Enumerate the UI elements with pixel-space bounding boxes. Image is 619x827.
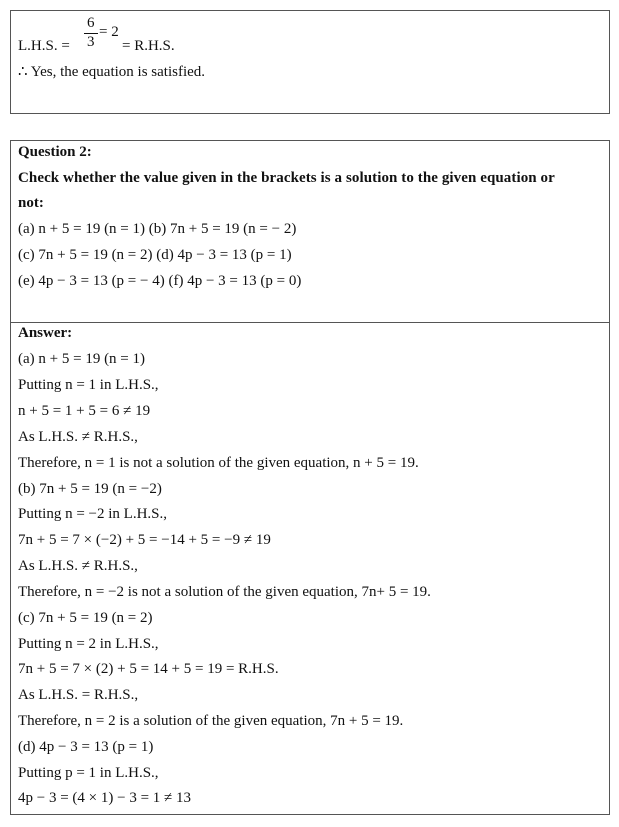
answer-line: Putting n = 1 in L.H.S., [18, 377, 159, 393]
answer-line: 7n + 5 = 7 × (−2) + 5 = −14 + 5 = −9 ≠ 19 [18, 532, 271, 548]
answer-line: Therefore, n = 1 is not a solution of the given equation, n + 5 = 19. [18, 455, 419, 471]
answer-line: Putting n = 2 in L.H.S., [18, 636, 159, 652]
question-prompt-line1: Check whether the value given in the brackets is a solution to the given equation or [18, 170, 555, 186]
answer-line: 4p − 3 = (4 × 1) − 3 = 1 ≠ 13 [18, 790, 192, 806]
answer-line: n + 5 = 1 + 5 = 6 ≠ 19 [18, 403, 151, 419]
rhs-label: = R.H.S. [122, 38, 175, 54]
question-heading: Question 2: [18, 144, 92, 160]
answer-line: Therefore, n = 2 is a solution of the given equation, 7n + 5 = 19. [18, 713, 404, 729]
fraction-denominator: 3 [87, 34, 95, 50]
fraction-result: = 2 [99, 24, 119, 40]
fraction-numerator: 6 [87, 15, 95, 31]
question-answer-box [10, 140, 610, 815]
answer-line: As L.H.S. ≠ R.H.S., [18, 429, 138, 445]
answer-line: (a) n + 5 = 19 (n = 1) [18, 351, 146, 367]
answer-line: 7n + 5 = 7 × (2) + 5 = 14 + 5 = 19 = R.H.S. [18, 661, 279, 677]
conclusion-text: ∴ Yes, the equation is satisfied. [18, 64, 206, 80]
answer-line: (d) 4p − 3 = 13 (p = 1) [18, 739, 154, 755]
answer-line: (b) 7n + 5 = 19 (n = −2) [18, 481, 162, 497]
question-item: (c) 7n + 5 = 19 (n = 2) (d) 4p − 3 = 13 (p = 1) [18, 247, 292, 263]
question-item: (a) n + 5 = 19 (n = 1) (b) 7n + 5 = 19 (n = − 2) [18, 221, 297, 237]
answer-heading: Answer: [18, 325, 73, 341]
answer-line: Putting p = 1 in L.H.S., [18, 765, 159, 781]
previous-answer-box [10, 10, 610, 114]
lhs-label: L.H.S. = [18, 38, 70, 54]
answer-line: As L.H.S. = R.H.S., [18, 687, 139, 703]
answer-line: Putting n = −2 in L.H.S., [18, 506, 168, 522]
question-prompt-line2: not: [18, 195, 44, 211]
question-item: (e) 4p − 3 = 13 (p = − 4) (f) 4p − 3 = 13 (p = 0) [18, 273, 302, 289]
answer-line: (c) 7n + 5 = 19 (n = 2) [18, 610, 153, 626]
answer-line: Therefore, n = −2 is not a solution of the given equation, 7n+ 5 = 19. [18, 584, 431, 600]
answer-line: As L.H.S. ≠ R.H.S., [18, 558, 138, 574]
section-divider [11, 322, 609, 323]
